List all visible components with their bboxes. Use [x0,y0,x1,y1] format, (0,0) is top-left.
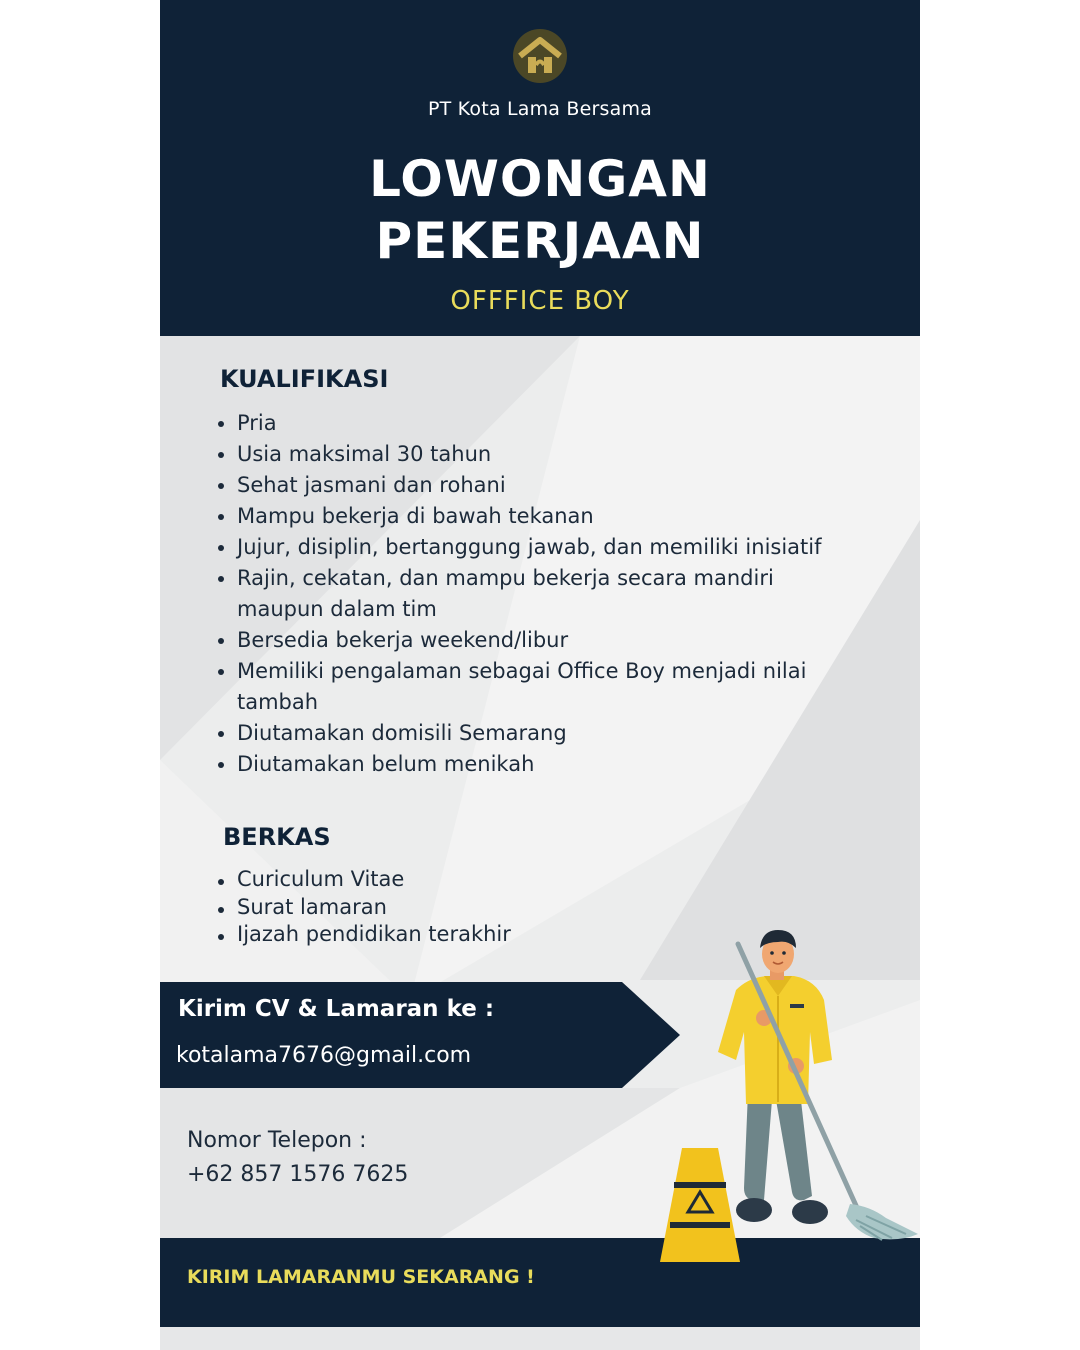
office-boy-mopping-illustration [660,920,920,1265]
list-item: Sehat jasmani dan rohani [218,470,868,501]
list-item: Diutamakan belum menikah [218,749,868,780]
send-cv-label: Kirim CV & Lamaran ke : [178,996,495,1022]
title-line-2: PEKERJAAN [375,212,705,270]
wet-floor-caution-sign-icon [660,1148,740,1262]
qualifications-list [218,408,868,780]
list-item: Usia maksimal 30 tahun [218,439,868,470]
contact-email[interactable]: kotalama7676@gmail.com [176,1043,472,1068]
company-name: PT Kota Lama Bersama [427,98,653,120]
list-item: Surat lamaran [218,894,818,922]
list-item: Jujur, disiplin, bertanggung jawab, dan memiliki inisiatif [218,532,868,563]
list-item: Bersedia bekerja weekend/libur [218,625,868,656]
list-item: Mampu bekerja di bawah tekanan [218,501,868,532]
phone-number[interactable]: +62 857 1576 7625 [187,1162,409,1187]
documents-heading: BERKAS [223,823,331,851]
list-item: Memiliki pengalaman sebagai Office Boy menjadi nilai tambah [218,656,867,718]
cta-text: KIRIM LAMARANMU SEKARANG ! [187,1266,535,1288]
job-poster [160,0,920,1350]
list-item: Diutamakan domisili Semarang [218,718,868,749]
phone-label: Nomor Telepon : [187,1128,367,1153]
title-line-1: LOWONGAN [369,150,711,208]
list-item: Rajin, cekatan, dan mampu bekerja secara mandiri maupun dalam tim [218,563,817,625]
qualifications-heading: KUALIFIKASI [220,365,389,393]
list-item: Pria [218,408,868,439]
page-title [160,148,920,272]
job-position: OFFFICE BOY [450,286,630,316]
list-item: Ijazah pendidikan terakhir [218,921,818,949]
list-item: Curiculum Vitae [218,866,818,894]
house-roof-logo-icon [512,28,568,84]
